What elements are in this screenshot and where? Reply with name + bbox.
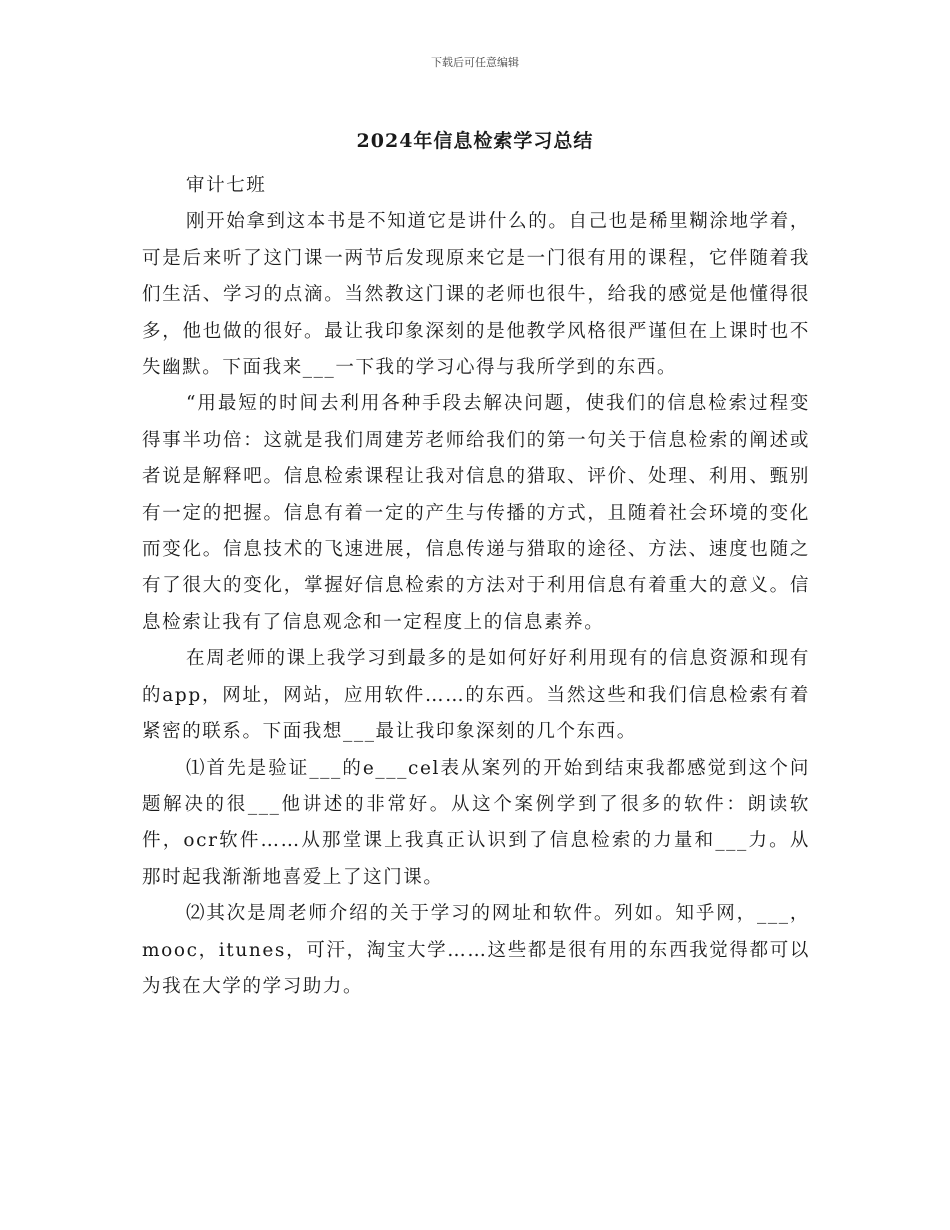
body-paragraph-4: ⑴首先是验证___的e___cel表从案列的开始到结束我都感觉到这个问题解决的很___他讲述的非常好。从这个案例学到了很多的软件：朗读软件，ocr软件……从那堂课上我真正认识到了信息检索的力量和___力。从那时起我渐渐地喜爱上了这门课。 bbox=[142, 757, 810, 888]
class-name-paragraph: 审计七班 bbox=[186, 175, 267, 196]
body-paragraph-3: 在周老师的课上我学习到最多的是如何好好利用现有的信息资源和现有的app，网址，网站，应用软件……的东西。当然这些和我们信息检索有着紧密的联系。下面我想___最让我印象深刻的几个东西。 bbox=[142, 648, 810, 743]
document-title: 2024年信息检索学习总结 bbox=[356, 130, 594, 152]
document-body bbox=[142, 168, 810, 1005]
header-note: 下载后可任意编辑 bbox=[431, 56, 519, 69]
body-paragraph-1: 刚开始拿到这本书是不知道它是讲什么的。自己也是稀里糊涂地学着，可是后来听了这门课一两节后发现原来它是一门很有用的课程，它伴随着我们生活、学习的点滴。当然教这门课的老师也很牛，给我的感觉是他懂得很多，他也做的很好。最让我印象深刻的是他教学风格很严谨但在上课时也不失幽默。下面我来___一下我的学习心得与我所学到的东西。 bbox=[142, 211, 810, 379]
body-paragraph-2: “用最短的时间去利用各种手段去解决问题，使我们的信息检索过程变得事半功倍：这就是我们周建芳老师给我们的第一句关于信息检索的阐述或者说是解释吧。信息检索课程让我对信息的猎取、评价、处理、利用、甄别有一定的把握。信息有着一定的产生与传播的方式，且随着社会环境的变化而变化。信息技术的飞速进展，信息传递与猎取的途径、方法、速度也随之有了很大的变化，掌握好信息检索的方法对于利用信息有着重大的意义。信息检索让我有了信息观念和一定程度上的信息素养。 bbox=[142, 393, 810, 633]
body-paragraph-5: ⑵其次是周老师介绍的关于学习的网址和软件。列如。知乎网，___，mooc，itunes，可汗，淘宝大学……这些都是很有用的东西我觉得都可以为我在大学的学习助力。 bbox=[142, 903, 810, 997]
